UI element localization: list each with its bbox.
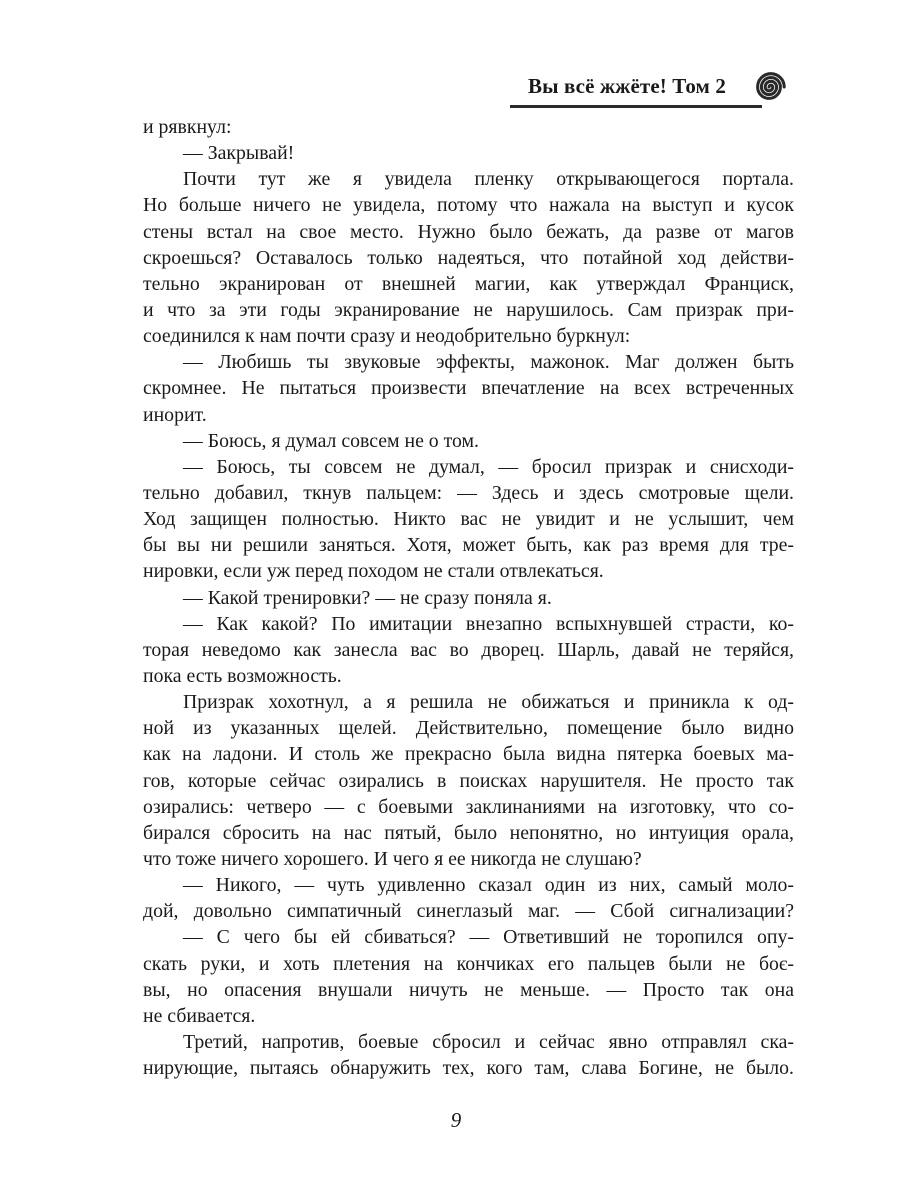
text-line: — Никого, — чуть удивленно сказал один из них, самый моло- (183, 874, 794, 897)
header-rule (510, 105, 762, 108)
text-line: — Какой тренировки? — не сразу поняла я. (183, 586, 552, 609)
text-line: скроешься? Оставалось только надеяться, что потайной ход действи- (143, 246, 794, 269)
text-line: инорит. (143, 403, 207, 426)
text-line: нирующие, пытаясь обнаружить тех, кого там, слава Богине, не было. (143, 1057, 794, 1080)
body-text (143, 114, 794, 1081)
text-line: скромнее. Не пытаться произвести впечатление на всех встреченных (143, 377, 794, 400)
text-line: и что за эти годы экранирование не нарушилось. Сам призрак при- (143, 298, 794, 321)
running-header-title: Вы всё жжёте! Том 2 (528, 74, 726, 98)
text-line: и рявкнул: (143, 116, 232, 138)
text-line: Почти тут же я увидела пленку открывающегося портала. (183, 168, 794, 191)
running-header (510, 66, 792, 108)
text-line: — Закрывай! (183, 142, 295, 165)
text-line: пока есть возможность. (143, 664, 342, 687)
text-line: Третий, напротив, боевые сбросил и сейчас явно отправлял ска- (183, 1030, 794, 1053)
page-number: 9 (450, 1108, 462, 1132)
text-line: как на ладони. И столь же прекрасно была видна пятерка боевых ма- (143, 743, 794, 766)
text-line: ной из указанных щелей. Действительно, помещение было видно (143, 717, 794, 740)
text-line: гов, которые сейчас озирались в поисках нарушителя. Не просто так (143, 769, 794, 792)
text-line: озирались: четверо — с боевыми заклинаниями на изготовку, что со- (143, 795, 794, 818)
text-line: — Как какой? По имитации внезапно вспыхнувшей страсти, ко- (183, 612, 794, 635)
text-line: соединился к нам почти сразу и неодобрительно буркнул: (143, 325, 631, 348)
spiral-icon (750, 68, 788, 106)
text-line: нировки, если уж перед походом не стали отвлекаться. (143, 560, 604, 583)
text-line: бирался сбросить на нас пятый, было непонятно, но интуиция орала, (143, 821, 794, 844)
text-line: тельно добавил, ткнув пальцем: — Здесь и здесь смотровые щели. (143, 481, 794, 504)
text-line: торая неведомо как занесла вас во дворец. Шарль, давай не теряйся, (143, 638, 794, 661)
text-line: дой, довольно симпатичный синеглазый маг. — Сбой сигнализации? (143, 900, 794, 923)
text-line: — Боюсь, ты совсем не думал, — бросил призрак и снисходи- (183, 455, 794, 478)
text-line: — С чего бы ей сбиваться? — Ответивший не торопился опу- (183, 926, 794, 949)
text-line: стены встал на свое место. Нужно было бежать, да разве от магов (143, 220, 794, 243)
text-line: вы, но опасения внушали ничуть не меньше. — Просто так она (143, 978, 794, 1001)
text-line: Призрак хохотнул, а я решила не обижаться и приникла к од- (183, 691, 794, 714)
text-line: Ход защищен полностью. Никто вас не увидит и не услышит, чем (143, 508, 794, 531)
text-line: бы вы ни решили заняться. Хотя, может быть, как раз время для тре- (143, 534, 794, 557)
text-line: не сбивается. (143, 1004, 256, 1027)
text-line: что тоже ничего хорошего. И чего я ее никогда не слушаю? (143, 847, 642, 870)
text-line: Но больше ничего не увидела, потому что нажала на выступ и кусок (143, 194, 794, 217)
text-line: — Любишь ты звуковые эффекты, мажонок. Маг должен быть (183, 351, 794, 374)
text-line: — Боюсь, я думал совсем не о том. (183, 429, 480, 452)
text-line: тельно экранирован от внешней магии, как утверждал Франциск, (143, 272, 794, 295)
text-line: скать руки, и хоть плетения на кончиках его пальцев были не боє- (143, 952, 794, 975)
